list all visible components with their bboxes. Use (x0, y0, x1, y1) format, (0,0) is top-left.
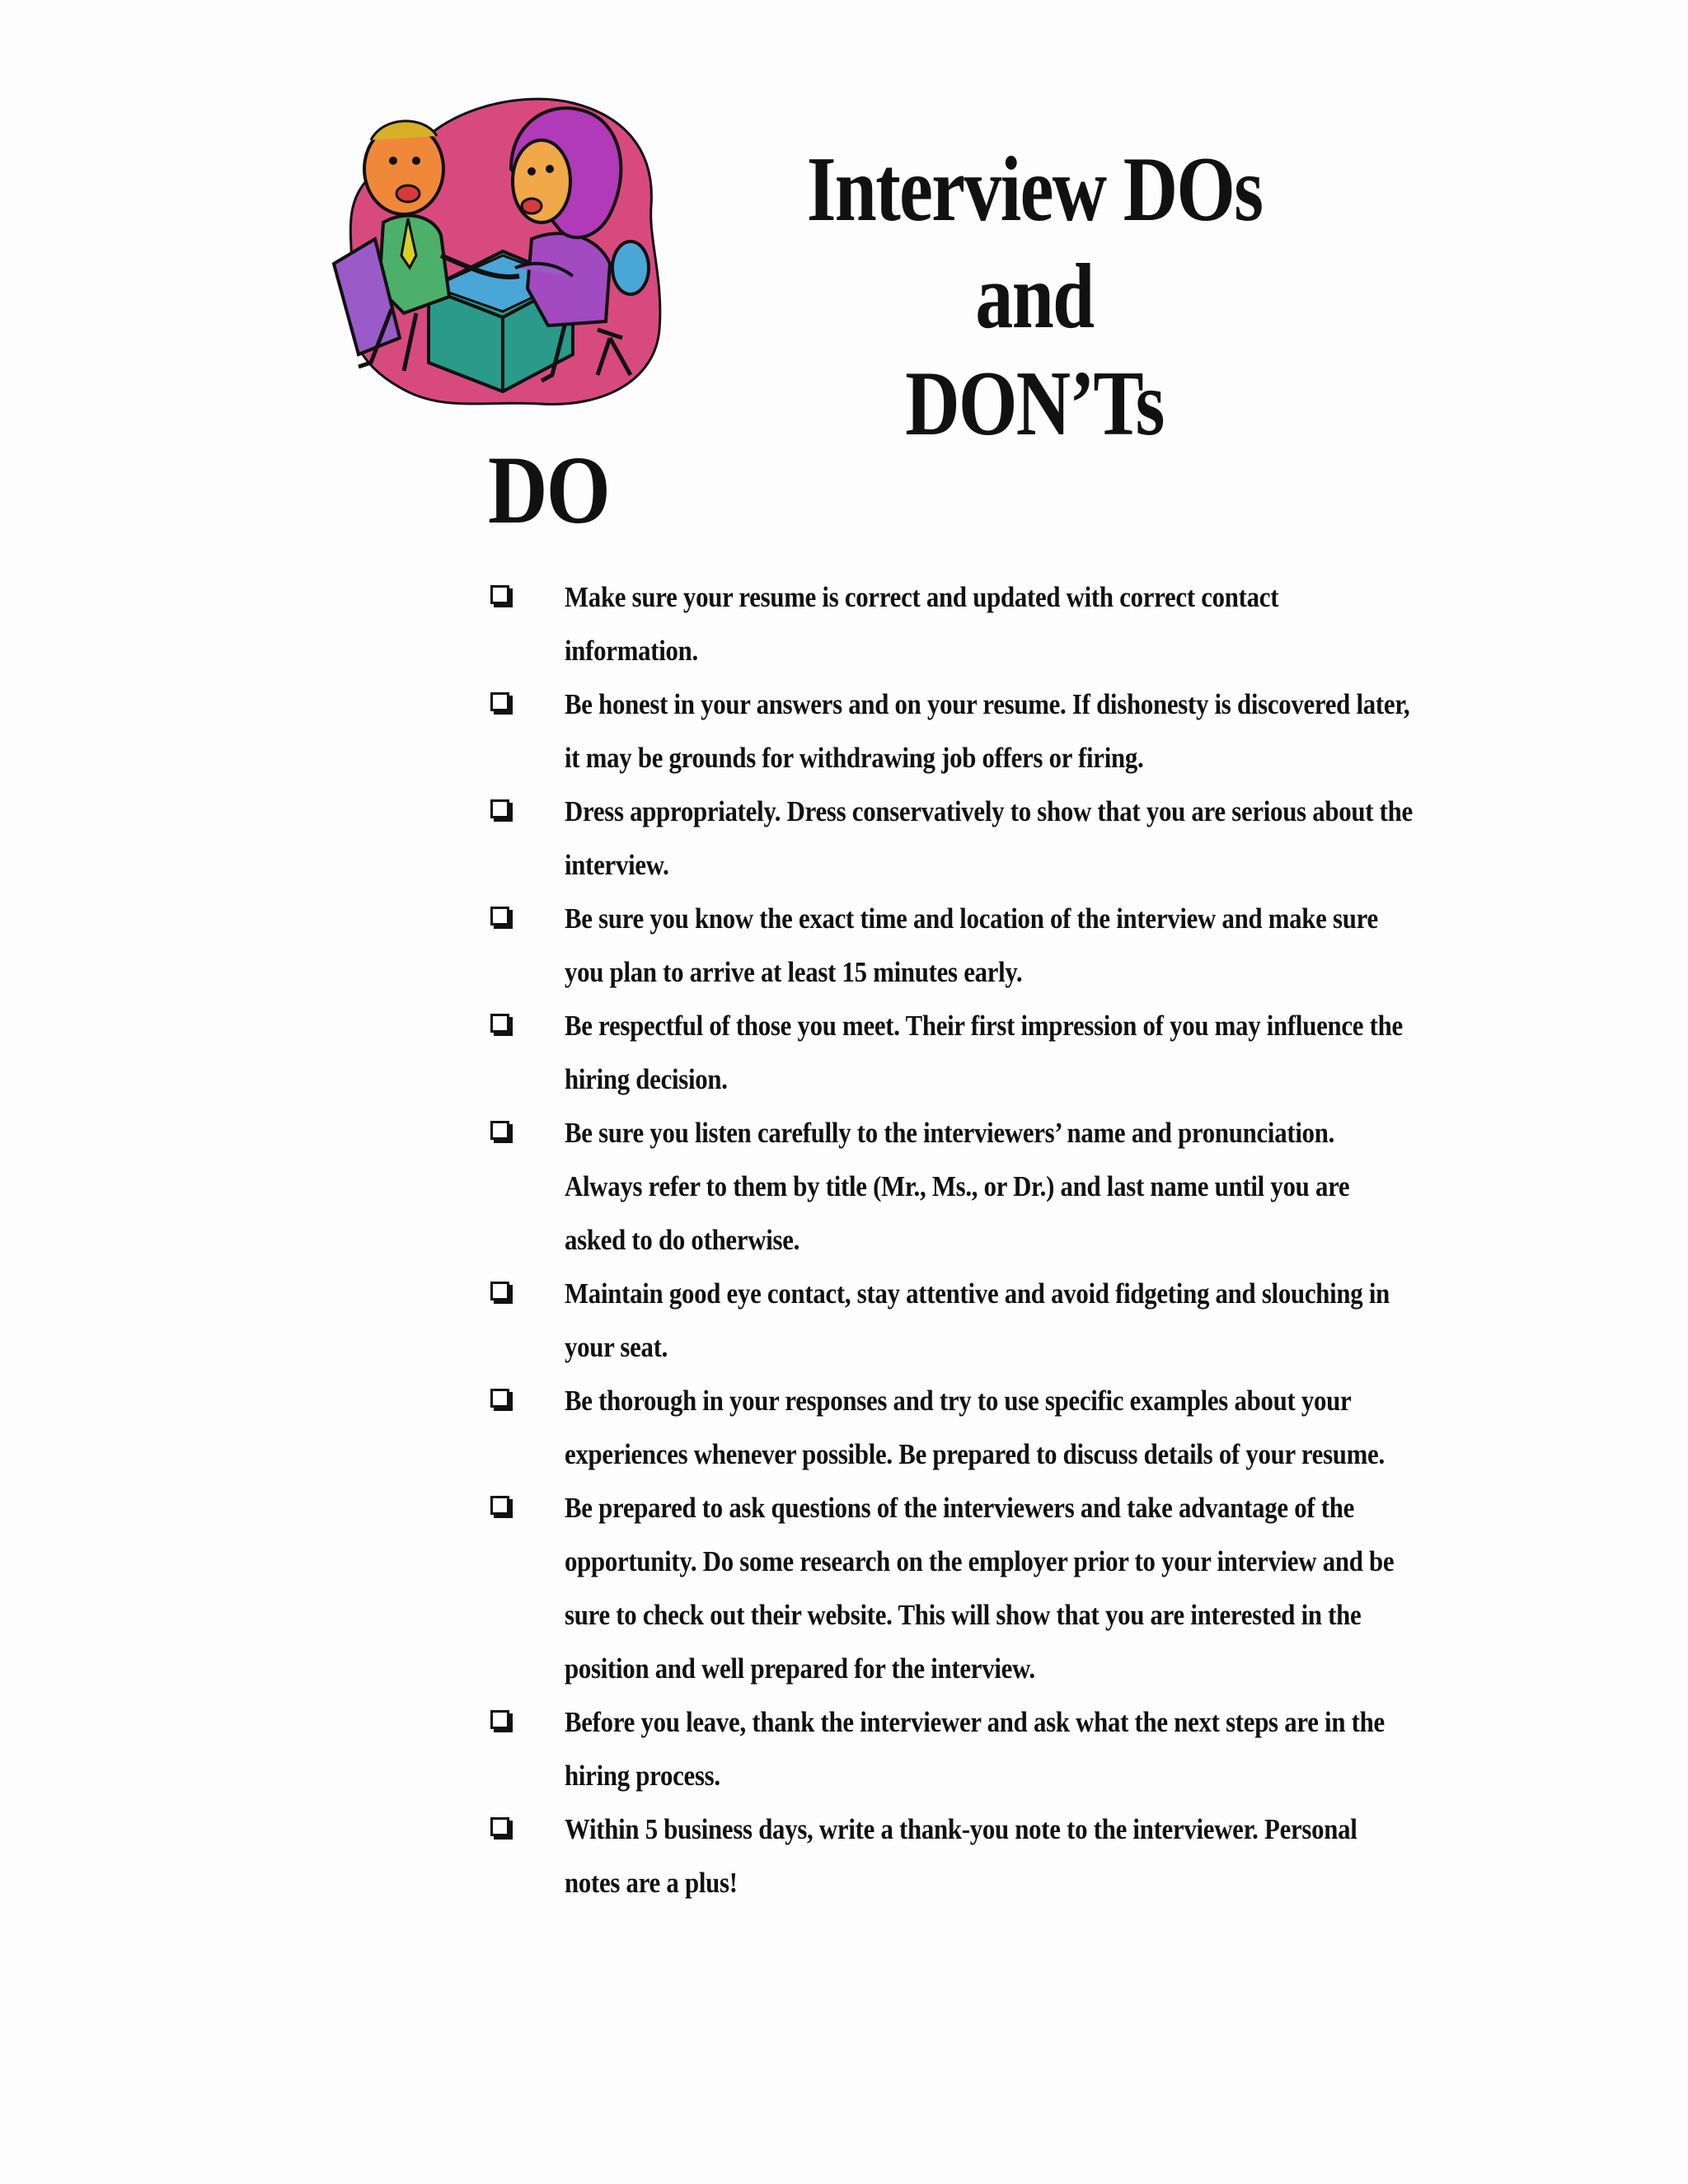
list-item-text: Be sure you listen carefully to the interviewers’ name and pronunciation. Always refer to them by title (Mr., Ms., or Dr.) and last name until you are asked to do otherwise. (565, 1117, 1350, 1256)
list-item-text: Be honest in your answers and on your resume. If dishonesty is discovered later, it may be grounds for withdrawing job offers or firing. (565, 688, 1410, 774)
title-line-2: DON’Ts (905, 353, 1164, 455)
checkbox-bullet-icon (490, 692, 509, 711)
list-item-text: Before you leave, thank the interviewer and ask what the next steps are in the hiring process. (565, 1706, 1385, 1792)
list-item-text: Dress appropriately. Dress conservatively to show that you are serious about the interview. (565, 795, 1413, 881)
list-item-text: Maintain good eye contact, stay attentive and avoid fidgeting and slouching in your seat. (565, 1277, 1390, 1363)
list-item (490, 1374, 1405, 1481)
list-item-text: Within 5 business days, write a thank-you note to the interviewer. Personal notes are a plus! (565, 1813, 1357, 1899)
do-section-heading: DO (488, 436, 610, 544)
list-item (490, 892, 1405, 999)
checkbox-bullet-icon (490, 907, 509, 926)
checkbox-bullet-icon (490, 1389, 509, 1408)
list-item (490, 1267, 1405, 1374)
list-item (490, 999, 1405, 1106)
list-item (490, 785, 1413, 892)
list-item (490, 570, 1405, 677)
title-line-1: Interview DOs and (806, 138, 1263, 348)
list-item-text: Make sure your resume is correct and updated with correct contact information. (565, 581, 1279, 667)
checkbox-bullet-icon (490, 1121, 509, 1140)
checkbox-bullet-icon (490, 585, 509, 604)
checkbox-bullet-icon (490, 1014, 509, 1033)
list-item-text: Be prepared to ask questions of the interviewers and take advantage of the opportunity. Do some research on the employer prior to your interview and be sure to check out their website. This will show that you are interested in the position and well prepared for the interview. (565, 1492, 1395, 1685)
do-list (490, 570, 1413, 1910)
list-item (490, 1695, 1405, 1802)
checkbox-bullet-icon (490, 799, 509, 818)
checkbox-bullet-icon (490, 1496, 509, 1515)
list-item-text: Be respectful of those you meet. Their first impression of you may influence the hiring decision. (565, 1010, 1403, 1095)
checkbox-bullet-icon (490, 1710, 509, 1729)
list-item-text: Be thorough in your responses and try to use specific examples about your experiences whenever possible. Be prepared to discuss details of your resume. (565, 1385, 1385, 1470)
list-item-text: Be sure you know the exact time and location of the interview and make sure you plan to arrive at least 15 minutes early. (565, 902, 1378, 988)
list-item (490, 1802, 1405, 1910)
list-item (490, 1481, 1405, 1695)
list-item (490, 1106, 1405, 1267)
document-title (748, 136, 1322, 457)
checkbox-bullet-icon (490, 1282, 509, 1301)
checkbox-bullet-icon (490, 1817, 509, 1836)
list-item (490, 677, 1410, 785)
interview-handshake-icon (326, 91, 672, 412)
